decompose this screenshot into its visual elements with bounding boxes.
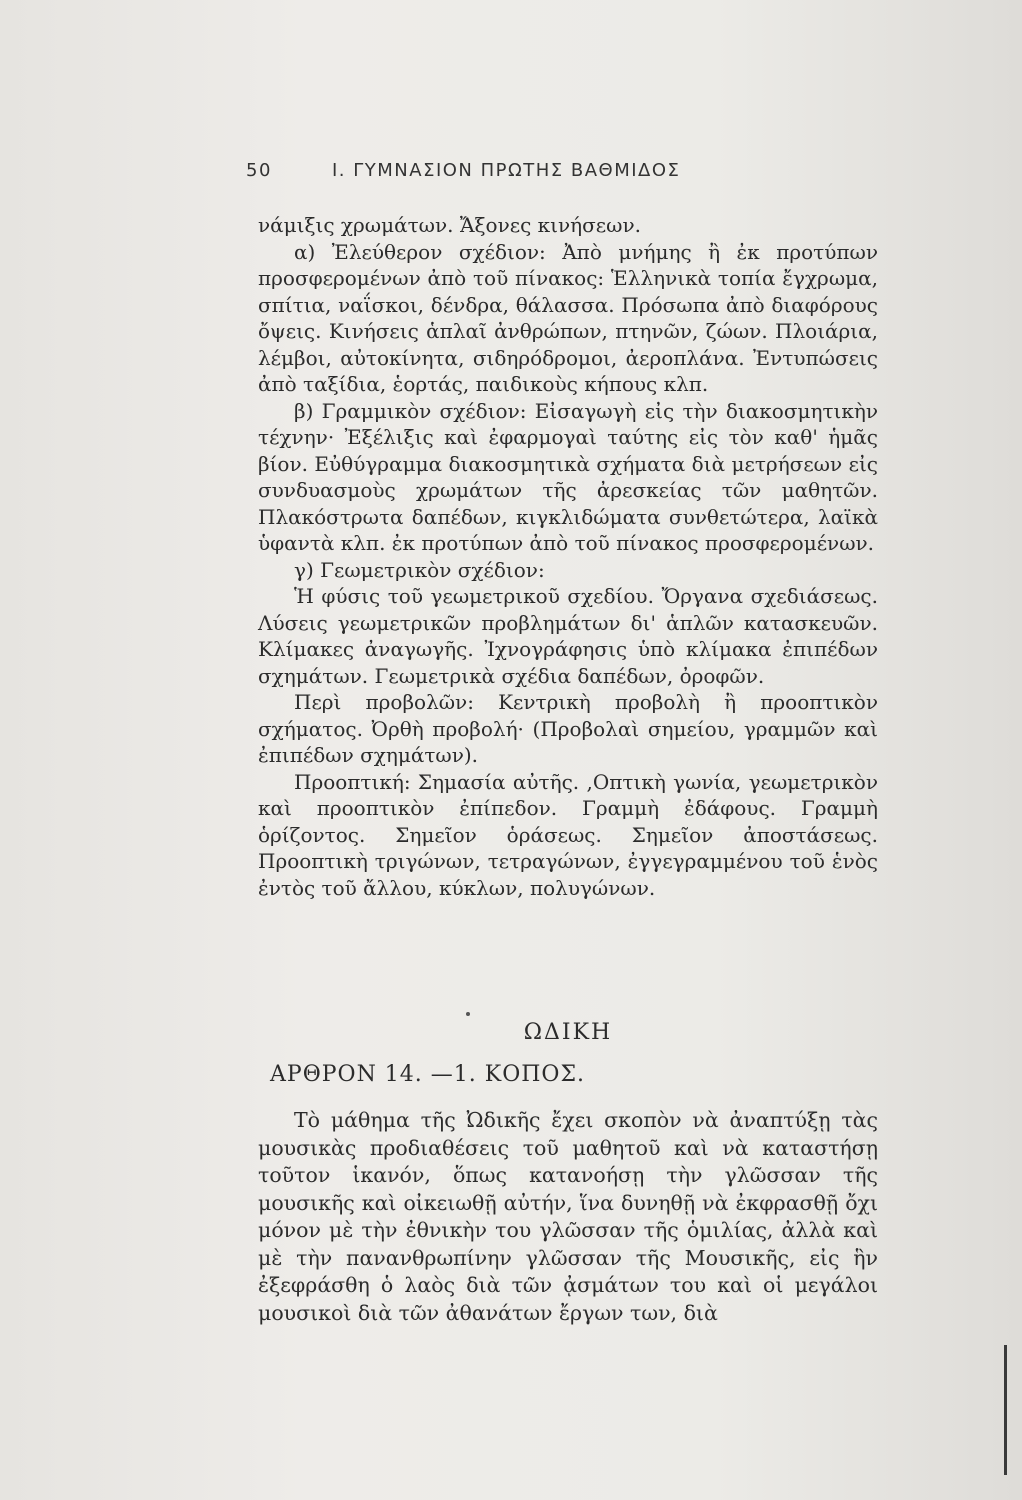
article-heading: ΑΡΘΡΟΝ 14. —1. ΚΟΠΟΣ. bbox=[270, 1062, 586, 1087]
paragraph: α) Ἐλεύθερον σχέδιον: Ἀπὸ μνήμης ἢ ἐκ προτύπων προσφερομένων ἀπὸ τοῦ πίνακος: Ἑλληνικὰ τοπία ἔγχρωμα, σπίτια, ναΐσκοι, δένδρα, θάλασσα. Πρόσωπα ἀπὸ διαφόρους ὄψεις. Κινήσεις ἁπλαῖ ἀνθρώπων, πτηνῶν, ζώων. Πλοιάρια, λέμβοι, αὐτοκίνητα, σιδηρόδρομοι, ἀεροπλάνα. Ἐντυπώσεις ἀπὸ ταξίδια, ἑορτάς, παιδικοὺς κήπους κλπ. bbox=[258, 239, 878, 396]
ink-dot bbox=[466, 1012, 470, 1016]
paragraph: γ) Γεωμετρικὸν σχέδιον: bbox=[294, 557, 545, 582]
paragraph: Τὸ μάθημα τῆς Ὠδικῆς ἔχει σκοπὸν νὰ ἀναπτύξῃ τὰς μουσικὰς προδιαθέσεις τοῦ μαθητοῦ καὶ νὰ καταστήσῃ τοῦτον ἱκανόν, ὅπως κατανοήσῃ τὴν γλῶσσαν τῆς μουσικῆς καὶ οἰκειωθῇ αὐτήν, ἵνα δυνηθῇ νὰ ἐκφρασθῇ ὄχι μόνον μὲ τὴν ἐθνικὴν του γλῶσσαν τῆς ὁμιλίας, ἀλλὰ καὶ μὲ τὴν πανανθρωπίνην γλῶσσαν τῆς Μουσικῆς, εἰς ἣν ἐξεφράσθη ὁ λαὸς διὰ τῶν ᾀσμάτων του καὶ οἱ μεγάλοι μουσικοὶ διὰ τῶν ἀθανάτων ἔργων των, διὰ bbox=[258, 1108, 878, 1325]
running-head bbox=[246, 160, 786, 181]
text-block-bottom bbox=[258, 1107, 878, 1327]
section-title: ΩΔΙΚΗ bbox=[523, 1020, 613, 1045]
page-edge-mark bbox=[1004, 1345, 1007, 1475]
paragraph: νάμιξις χρωμάτων. Ἄξονες κινήσεων. bbox=[258, 213, 641, 237]
chapter-title: Ι. ΓΥΜΝΑΣΙΟΝ ΠΡΩΤΗΣ ΒΑΘΜΙΔΟΣ bbox=[332, 160, 681, 181]
paragraph: Περὶ προβολῶν: Κεντρικὴ προβολὴ ἢ προοπτικὸν σχήματος. Ὀρθὴ προβολή· (Προβολαὶ σημείου, γραμμῶν καὶ ἐπιπέδων σχημάτων). bbox=[258, 690, 878, 767]
text-block-top bbox=[258, 212, 878, 901]
paragraph: Προοπτική: Σημασία αὐτῆς. ,Οπτικὴ γωνία, γεωμετρικὸν καὶ προοπτικὸν ἐπίπεδον. Γραμμὴ ἐδάφους. Γραμμὴ ὁρίζοντος. Σημεῖον ὁράσεως. Σημεῖον ἀποστάσεως. Προοπτικὴ τριγώνων, τετραγώνων, ἐγγεγραμμένου τοῦ ἑνὸς ἐντὸς τοῦ ἄλλου, κύκλων, πολυγώνων. bbox=[258, 769, 878, 900]
page-number: 50 bbox=[246, 160, 272, 181]
paragraph: Ἡ φύσις τοῦ γεωμετρικοῦ σχεδίου. Ὄργανα σχεδιάσεως. Λύσεις γεωμετρικῶν προβλημάτων δι' ἁπλῶν κατασκευῶν. Κλίμακες ἀναγωγῆς. Ἰχνογράφησις ὑπὸ κλίμακα ἐπιπέδων σχημάτων. Γεωμετρικὰ σχέδια δαπέδων, ὀροφῶν. bbox=[258, 584, 878, 688]
paragraph: β) Γραμμικὸν σχέδιον: Εἰσαγωγὴ εἰς τὴν διακοσμητικὴν τέχνην· Ἐξέλιξις καὶ ἐφαρμογαὶ ταύτης εἰς τὸν καθ' ἡμᾶς βίον. Εὐθύγραμμα διακοσμητικὰ σχήματα διὰ μετρήσεων εἰς συνδυασμοὺς χρωμάτων τῆς ἀρεσκείας τῶν μαθητῶν. Πλακόστρωτα δαπέδων, κιγκλιδώματα συνθετώτερα, λαϊκὰ ὑφαντὰ κλπ. ἐκ προτύπων ἀπὸ τοῦ πίνακος προσφερομένων. bbox=[258, 398, 878, 555]
